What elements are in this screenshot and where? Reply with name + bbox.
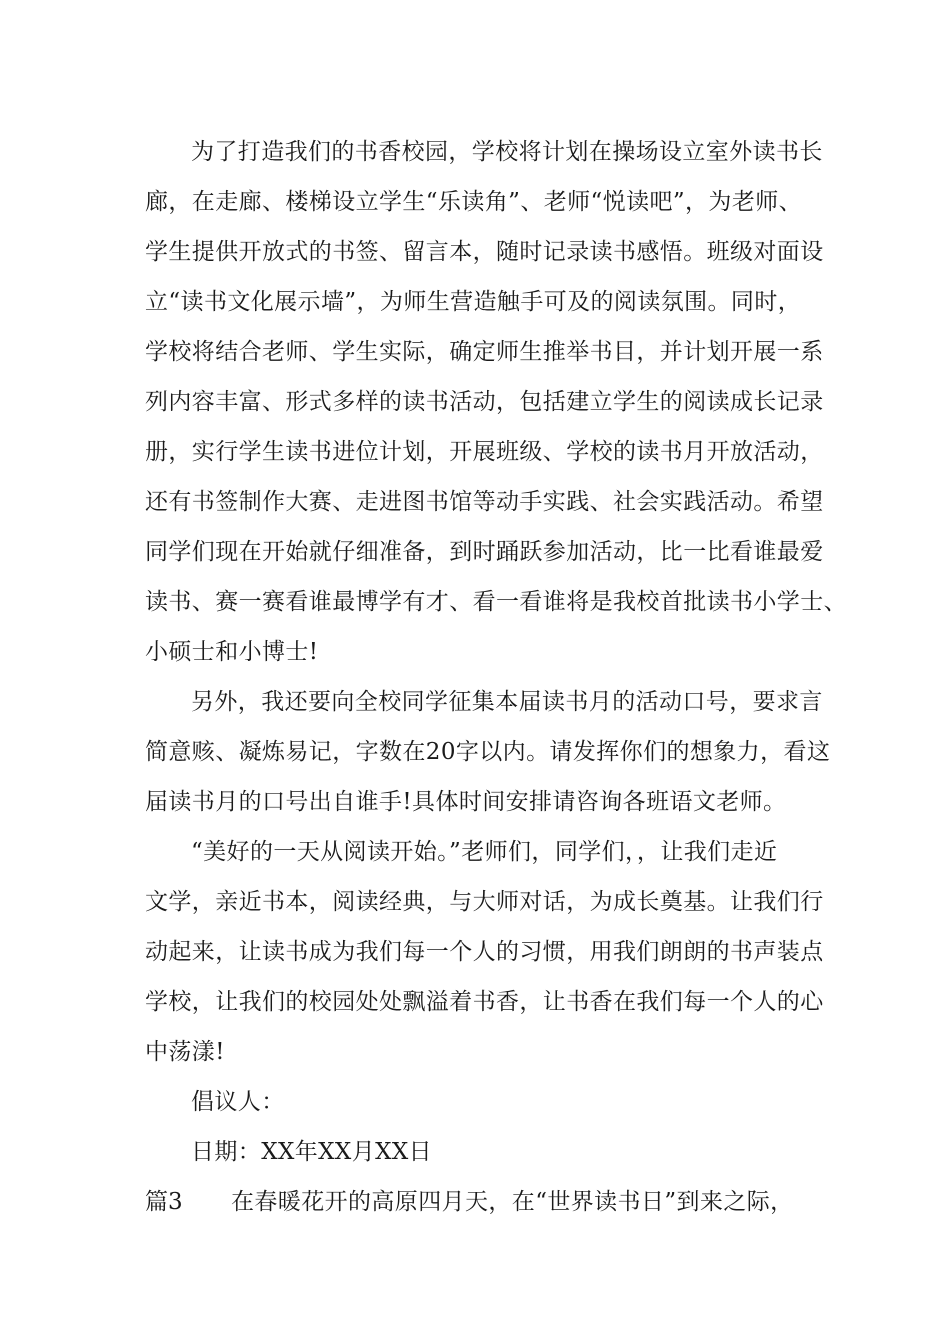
paragraph-2-line-3: 届读书月的口号出自谁手!具体时间安排请咨询各班语文老师。 <box>145 789 787 815</box>
paragraph-3-line-3: 动起来，让读书成为我们每一个人的习惯，用我们朗朗的书声装点 <box>145 939 824 965</box>
date-line: 日期：XX年XX月XX日 <box>191 1139 433 1165</box>
paragraph-1-line-3: 学生提供开放式的书签、留言本，随时记录读书感悟。班级对面设 <box>145 239 824 265</box>
paragraph-3-line-2: 文学，亲近书本，阅读经典，与大师对话，为成长奠基。让我们行 <box>145 889 824 915</box>
paragraph-1-line-1: 为了打造我们的书香校园，学校将计划在操场设立室外读书长 <box>191 139 823 165</box>
section-first-line: 在春暖花开的高原四月天，在“世界读书日”到来之际， <box>231 1189 794 1215</box>
proposer-line: 倡议人： <box>191 1089 285 1115</box>
paragraph-1-line-11: 小硕士和小博士! <box>145 639 319 665</box>
paragraph-2-line-1: 另外，我还要向全校同学征集本届读书月的活动口号，要求言 <box>191 689 823 715</box>
paragraph-1-line-9: 同学们现在开始就仔细准备，到时踊跃参加活动，比一比看谁最爱 <box>145 539 824 565</box>
paragraph-1-line-7: 册，实行学生读书进位计划，开展班级、学校的读书月开放活动， <box>145 439 824 465</box>
paragraph-3-line-5: 中荡漾! <box>145 1039 225 1065</box>
paragraph-3-line-4: 学校，让我们的校园处处飘溢着书香，让书香在我们每一个人的心 <box>145 989 824 1015</box>
paragraph-1-line-5: 学校将结合老师、学生实际，确定师生推举书目，并计划开展一系 <box>145 339 824 365</box>
paragraph-1-line-2: 廊，在走廊、楼梯设立学生“乐读角”、老师“悦读吧”，为老师、 <box>145 189 803 215</box>
paragraph-1-line-4: 立“读书文化展示墙”，为师生营造触手可及的阅读氛围。同时， <box>145 289 802 315</box>
section-label: 篇3 <box>145 1189 183 1215</box>
paragraph-3-line-1: “美好的一天从阅读开始。”老师们，同学们，，让我们走近 <box>191 839 778 865</box>
paragraph-1-line-8: 还有书签制作大赛、走进图书馆等动手实践、社会实践活动。希望 <box>145 489 824 515</box>
paragraph-1-line-6: 列内容丰富、形式多样的读书活动，包括建立学生的阅读成长记录 <box>145 389 824 415</box>
paragraph-1-line-10: 读书、赛一赛看谁最博学有才、看一看谁将是我校首批读书小学士、 <box>145 589 847 615</box>
paragraph-2-line-2: 简意赅、凝炼易记，字数在20字以内。请发挥你们的想象力，看这 <box>145 739 831 765</box>
